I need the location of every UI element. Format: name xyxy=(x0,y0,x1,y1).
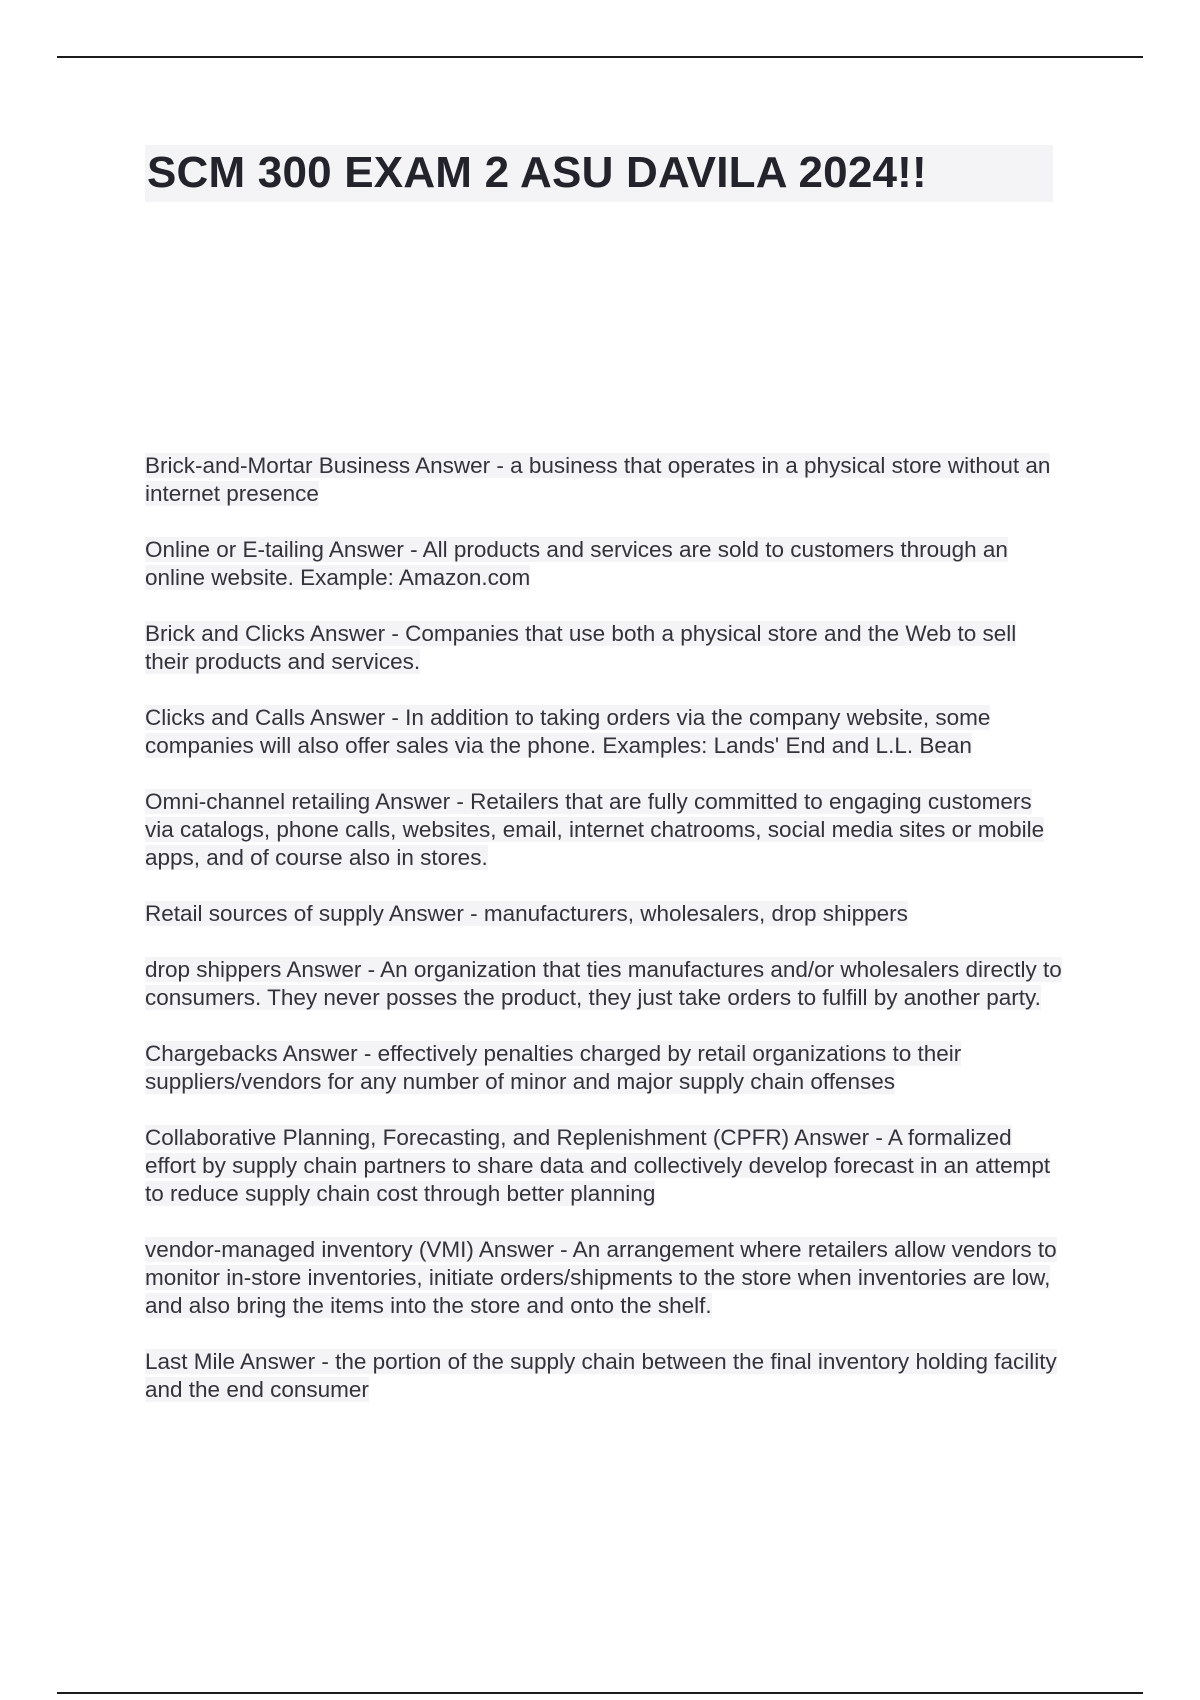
bottom-divider xyxy=(57,1692,1143,1694)
title-block xyxy=(145,145,1053,202)
qa-item xyxy=(145,620,1065,676)
qa-item xyxy=(145,452,1065,508)
qa-text: Chargebacks Answer - effectively penalties charged by retail organizations to their suppliers/vendors for any number of minor and major supply chain offenses xyxy=(145,1041,962,1094)
qa-item xyxy=(145,900,1065,928)
qa-text: Brick and Clicks Answer - Companies that use both a physical store and the Web to sell their products and services. xyxy=(145,621,1017,674)
document-title: SCM 300 EXAM 2 ASU DAVILA 2024!! xyxy=(147,148,927,197)
qa-item xyxy=(145,788,1065,872)
top-divider xyxy=(57,56,1143,58)
qa-text: Clicks and Calls Answer - In addition to taking orders via the company website, some companies will also offer sales via the phone. Examples: Lands' End and L.L. Bean xyxy=(145,705,991,758)
qa-item xyxy=(145,1124,1065,1208)
qa-text: drop shippers Answer - An organization that ties manufactures and/or wholesalers directly to consumers. They never posses the product, they just take orders to fulfill by another party. xyxy=(145,957,1062,1010)
qa-text: Omni-channel retailing Answer - Retailers that are fully committed to engaging customers via catalogs, phone calls, websites, email, internet chatrooms, social media sites or mobile apps, and of course also in stores. xyxy=(145,789,1045,870)
qa-text: Online or E-tailing Answer - All products and services are sold to customers through an online website. Example: Amazon.com xyxy=(145,537,1008,590)
qa-text: vendor-managed inventory (VMI) Answer - An arrangement where retailers allow vendors to monitor in-store inventories, initiate orders/shipments to the store when inventories are low, and also bring the items into the store and onto the shelf. xyxy=(145,1237,1057,1318)
qa-item xyxy=(145,1040,1065,1096)
qa-list xyxy=(145,452,1065,1432)
qa-text: Collaborative Planning, Forecasting, and Replenishment (CPFR) Answer - A formalized effort by supply chain partners to share data and collectively develop forecast in an attempt to reduce supply chain cost through better planning xyxy=(145,1125,1051,1206)
qa-item xyxy=(145,956,1065,1012)
qa-item xyxy=(145,704,1065,760)
qa-text: Brick-and-Mortar Business Answer - a business that operates in a physical store without an internet presence xyxy=(145,453,1051,506)
qa-text: Last Mile Answer - the portion of the supply chain between the final inventory holding facility and the end consumer xyxy=(145,1349,1057,1402)
qa-item xyxy=(145,1236,1065,1320)
qa-item xyxy=(145,536,1065,592)
qa-item xyxy=(145,1348,1065,1404)
qa-text: Retail sources of supply Answer - manufacturers, wholesalers, drop shippers xyxy=(145,901,908,926)
